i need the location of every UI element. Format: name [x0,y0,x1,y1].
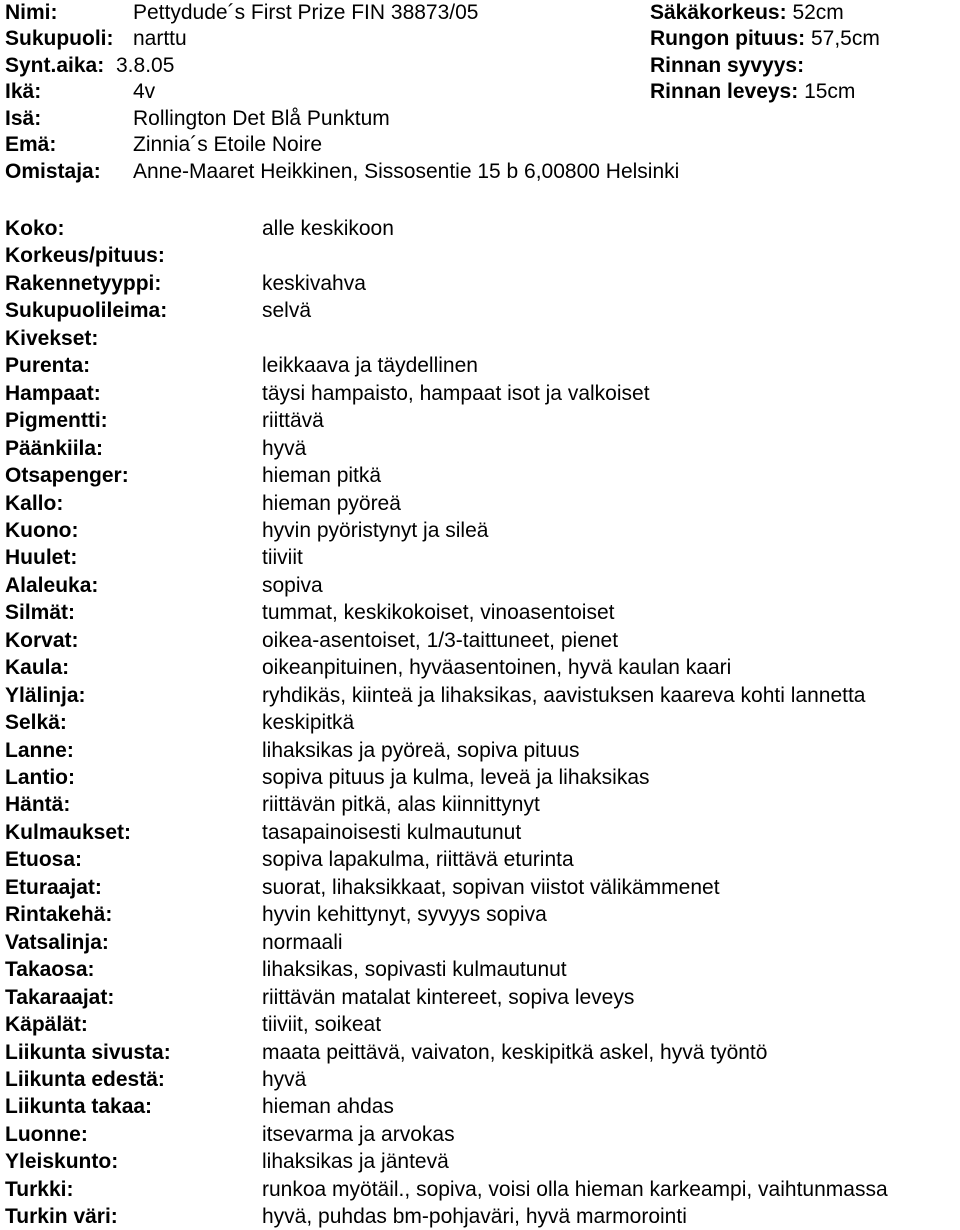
evaluation-label: Huulet: [5,546,78,569]
evaluation-label: Takaosa: [5,958,95,981]
field-value: Pettydude´s First Prize FIN 38873/05 [133,1,479,24]
evaluation-value: hyvä [262,437,307,460]
evaluation-label: Yleiskunto: [5,1150,119,1173]
evaluation-label: Silmät: [5,601,76,624]
evaluation-label: Hampaat: [5,382,101,405]
evaluation-label: Ylälinja: [5,684,86,707]
field-label: Rungon pituus: [650,27,806,50]
evaluation-value: ryhdikäs, kiinteä ja lihaksikas, aavistuksen kaareva kohti lannetta [262,684,866,707]
evaluation-label: Päänkiila: [5,437,104,460]
evaluation-label: Kuono: [5,519,79,542]
field-label: Säkäkorkeus: [650,1,787,24]
evaluation-label: Selkä: [5,711,67,734]
evaluation-label: Kallo: [5,492,64,515]
evaluation-value: tasapainoisesti kulmautunut [262,821,522,844]
evaluation-label: Otsapenger: [5,464,129,487]
field-value: 57,5cm [810,27,880,50]
field-value: Anne-Maaret Heikkinen, Sissosentie 15 b 6,00800 Helsinki [133,160,680,183]
evaluation-value: suorat, lihaksikkaat, sopivan viistot välikämmenet [262,876,720,899]
evaluation-value: runkoa myötäil., sopiva, voisi olla hieman karkeampi, vaihtunmassa [262,1178,888,1201]
field-label: Ikä: [5,80,42,103]
field-label: Synt.aika: [5,54,105,77]
evaluation-value: lihaksikas ja jäntevä [262,1150,449,1173]
field-value: Rollington Det Blå Punktum [133,107,390,130]
field-label: Rinnan leveys: [650,80,799,103]
evaluation-label: Purenta: [5,354,91,377]
evaluation-value: sopiva pituus ja kulma, leveä ja lihaksikas [262,766,650,789]
evaluation-value: tiiviit, soikeat [262,1013,382,1036]
header-row-chest-depth [650,53,804,78]
evaluation-label: Rintakehä: [5,903,113,926]
field-label: Sukupuoli: [5,27,114,50]
header-row-sire [5,106,390,131]
evaluation-value: leikkaava ja täydellinen [262,354,478,377]
evaluation-value: itsevarma ja arvokas [262,1123,455,1146]
evaluation-value: lihaksikas ja pyöreä, sopiva pituus [262,739,580,762]
evaluation-label: Liikunta edestä: [5,1068,165,1091]
header-row-height [650,0,844,25]
evaluation-value: riittävä [262,409,324,432]
evaluation-value: normaali [262,931,343,954]
evaluation-value: keskivahva [262,272,366,295]
evaluation-label: Pigmentti: [5,409,108,432]
evaluation-label: Liikunta takaa: [5,1095,153,1118]
field-label: Rinnan syvyys: [650,54,805,77]
evaluation-label: Korkeus/pituus: [5,244,165,267]
field-label: Nimi: [5,1,58,24]
evaluation-value: hyvin kehittynyt, syvyys sopiva [262,903,547,926]
header-row-age [5,79,156,104]
evaluation-label: Kulmaukset: [5,821,132,844]
field-value: narttu [133,27,187,50]
header-row-owner [5,159,680,184]
field-label: Emä: [5,133,57,156]
evaluation-value: hyvin pyöristynyt ja sileä [262,519,489,542]
header-row-birthdate [5,53,175,78]
evaluation-label: Rakennetyyppi: [5,272,162,295]
evaluation-label: Eturaajat: [5,876,102,899]
evaluation-label: Kaula: [5,656,70,679]
evaluation-label: Vatsalinja: [5,931,109,954]
evaluation-label: Sukupuolileima: [5,299,168,322]
evaluation-label: Koko: [5,217,65,240]
evaluation-value: tummat, keskikokoiset, vinoasentoiset [262,601,615,624]
header-row-chest-width [650,79,855,104]
field-value: 3.8.05 [116,54,175,77]
field-value: Zinnia´s Etoile Noire [133,133,323,156]
evaluation-value: täysi hampaisto, hampaat isot ja valkoiset [262,382,650,405]
field-label: Omistaja: [5,160,101,183]
evaluation-label: Alaleuka: [5,574,99,597]
evaluation-value: maata peittävä, vaivaton, keskipitkä askel, hyvä työntö [262,1041,768,1064]
field-value: 4v [133,80,156,103]
evaluation-label: Korvat: [5,629,79,652]
evaluation-value: keskipitkä [262,711,355,734]
evaluation-value: hyvä, puhdas bm-pohjaväri, hyvä marmorointi [262,1205,687,1228]
evaluation-label: Kivekset: [5,327,99,350]
evaluation-label: Lantio: [5,766,75,789]
header-row-dam [5,132,323,157]
evaluation-label: Käpälät: [5,1013,88,1036]
evaluation-label: Etuosa: [5,848,83,871]
evaluation-label: Turkin väri: [5,1205,118,1228]
evaluation-value: tiiviit [262,546,303,569]
evaluation-label: Takaraajat: [5,986,115,1009]
field-value: 15cm [804,80,856,103]
evaluation-value: hyvä [262,1068,307,1091]
header-row-body-length [650,26,880,51]
evaluation-value: sopiva lapakulma, riittävä eturinta [262,848,574,871]
evaluation-value: hieman pitkä [262,464,382,487]
field-label: Isä: [5,107,42,130]
evaluation-value: hieman ahdas [262,1095,394,1118]
header-row-name [5,0,479,25]
evaluation-label: Lanne: [5,739,74,762]
evaluation-value: alle keskikoon [262,217,394,240]
evaluation-value: riittävän pitkä, alas kiinnittynyt [262,793,540,816]
field-value: 52cm [792,1,844,24]
evaluation-label: Turkki: [5,1178,74,1201]
evaluation-value: selvä [262,299,312,322]
evaluation-label: Häntä: [5,793,71,816]
evaluation-label: Liikunta sivusta: [5,1041,171,1064]
evaluation-label: Luonne: [5,1123,88,1146]
evaluation-value: hieman pyöreä [262,492,401,515]
header-row-sex [5,26,187,51]
evaluation-value: riittävän matalat kintereet, sopiva leveys [262,986,635,1009]
evaluation-value: sopiva [262,574,323,597]
evaluation-value: oikeanpituinen, hyväasentoinen, hyvä kaulan kaari [262,656,732,679]
evaluation-value: oikea-asentoiset, 1/3-taittuneet, pienet [262,629,619,652]
evaluation-value: lihaksikas, sopivasti kulmautunut [262,958,567,981]
